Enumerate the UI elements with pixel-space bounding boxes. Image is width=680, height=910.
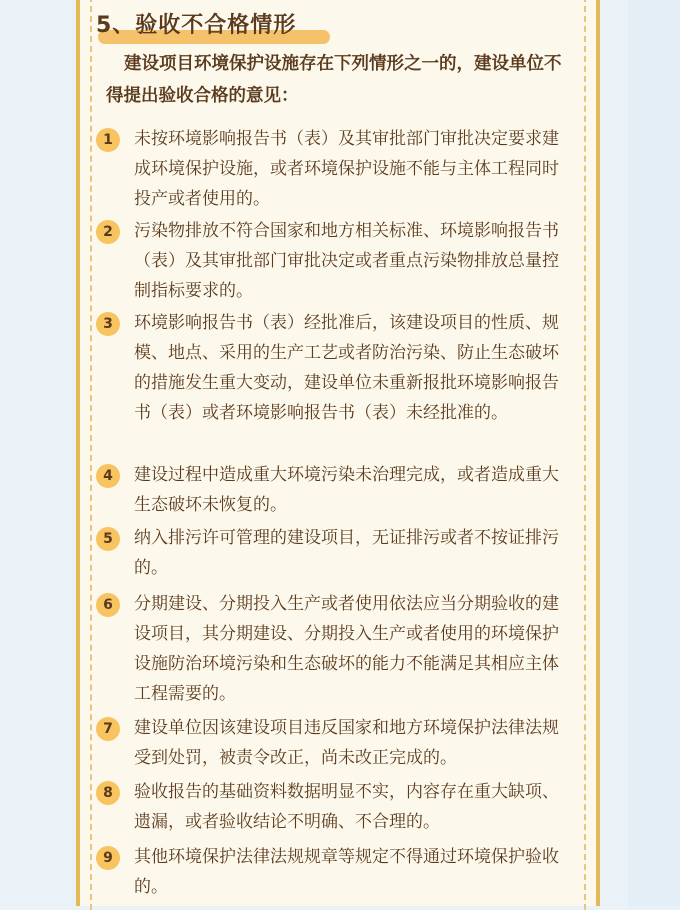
item-text: 分期建设、分期投入生产或者使用依法应当分期验收的建设项目，其分期建设、分期投入生产或者使用的环境保护设施防治环境污染和生态破坏的能力不能满足其相应主体工程需要的。 [134,594,559,704]
list-item [96,216,566,306]
section-heading-wrap [96,8,296,44]
section-intro: 建设项目环境保护设施存在下列情形之一的，建设单位不得提出验收合格的意见： [106,54,562,106]
list-item [96,777,566,837]
section-heading: 5、验收不合格情形 [96,13,297,38]
list-item [96,460,566,520]
item-text: 未按环境影响报告书（表）及其审批部门审批决定要求建成环境保护设施，或者环境保护设施不能与主体工程同时投产或者使用的。 [134,129,559,209]
item-text: 环境影响报告书（表）经批准后，该建设项目的性质、规模、地点、采用的生产工艺或者防治污染、防止生态破坏的措施发生重大变动，建设单位未重新报批环境影响报告书（表）或者环境影响报告书（表）未经批准的。 [134,313,559,423]
item-number-badge: 1 [96,128,120,152]
item-number-badge: 4 [96,464,120,488]
item-number-badge: 5 [96,527,120,551]
list-item [96,308,566,428]
list-item [96,713,566,773]
item-number-badge: 8 [96,781,120,805]
background-right [628,0,680,906]
item-text: 验收报告的基础资料数据明显不实，内容存在重大缺项、遗漏，或者验收结论不明确、不合理的。 [134,782,559,832]
list-item [96,124,566,214]
item-text: 污染物排放不符合国家和地方相关标准、环境影响报告书（表）及其审批部门审批决定或者重点污染物排放总量控制指标要求的。 [134,221,559,301]
item-number-badge: 3 [96,312,120,336]
list-item [96,589,566,709]
item-text: 建设过程中造成重大环境污染未治理完成，或者造成重大生态破坏未恢复的。 [134,465,559,515]
item-text: 其他环境保护法律法规规章等规定不得通过环境保护验收的。 [134,847,559,897]
item-number-badge: 2 [96,220,120,244]
list-item [96,523,566,583]
item-number-badge: 7 [96,717,120,741]
item-number-badge: 6 [96,593,120,617]
item-text: 纳入排污许可管理的建设项目，无证排污或者不按证排污的。 [134,528,559,578]
item-text: 建设单位因该建设项目违反国家和地方环境保护法律法规受到处罚，被责令改正，尚未改正完成的。 [134,718,559,768]
item-number-badge: 9 [96,846,120,870]
list-item [96,842,566,902]
